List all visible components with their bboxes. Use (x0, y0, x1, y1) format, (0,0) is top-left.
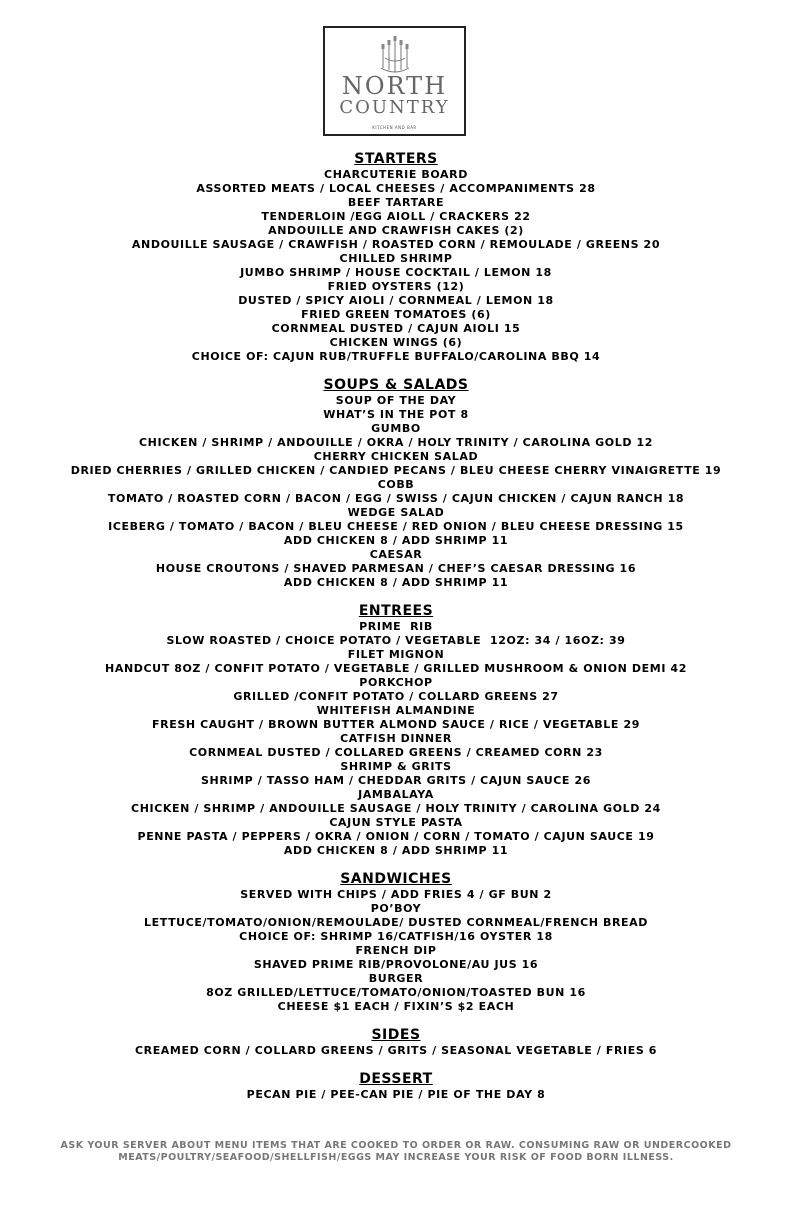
section-title: SANDWICHES (340, 871, 452, 887)
menu-item-name: CAJUN STYLE PASTA (329, 816, 463, 829)
disclaimer-line: MEATS/POULTRY/SEAFOOD/SHELLFISH/EGGS MAY INCREASE YOUR RISK OF FOOD BORN ILLNESS. (118, 1152, 674, 1163)
menu-item-description: HOUSE CROUTONS / SHAVED PARMESAN / CHEF’S CAESAR DRESSING 16 (155, 562, 637, 575)
logo-line-north: NORTH (341, 72, 448, 100)
menu-item-name: WEDGE SALAD (347, 506, 445, 519)
section-intro: CREAMED CORN / COLLARD GREENS / GRITS / SEASONAL VEGETABLE / FRIES 6 (134, 1044, 658, 1057)
section-intro: SERVED WITH CHIPS / ADD FRIES 4 / GF BUN 2 (240, 888, 552, 901)
menu-item-name: WHITEFISH ALMANDINE (316, 704, 476, 717)
menu-item-name: FRIED GREEN TOMATOES (6) (301, 308, 491, 321)
menu-section (0, 1027, 792, 1058)
menu-item-description: TENDERLOIN /EGG AIOLL / CRACKERS 22 (261, 210, 531, 223)
menu-item-name: CHERRY CHICKEN SALAD (313, 450, 479, 463)
menu-item-name: GUMBO (371, 422, 421, 435)
food-safety-disclaimer (0, 1140, 792, 1164)
disclaimer-line: ASK YOUR SERVER ABOUT MENU ITEMS THAT ARE COOKED TO ORDER OR RAW. CONSUMING RAW OR UNDERCOOKED (60, 1140, 732, 1151)
section-title: SOUPS & SALADS (323, 377, 469, 393)
menu-section (0, 1071, 792, 1102)
menu-item-name: PRIME RIB (359, 620, 433, 633)
menu-item-description: CHOICE OF: SHRIMP 16/CATFISH/16 OYSTER 18 (239, 930, 553, 943)
logo-line-country: COUNTRY (339, 97, 450, 118)
menu-item-name: PORKCHOP (359, 676, 433, 689)
menu-item-description: CORNMEAL DUSTED / CAJUN AIOLI 15 (271, 322, 521, 335)
menu-item-name: BURGER (368, 972, 424, 985)
menu-item-description: CHICKEN / SHRIMP / ANDOUILLE SAUSAGE / HOLY TRINITY / CAROLINA GOLD 24 (131, 802, 661, 815)
menu-section (0, 377, 792, 590)
menu-item-description: CHEESE $1 EACH / FIXIN’S $2 EACH (277, 1000, 515, 1013)
menu-item-description: CORNMEAL DUSTED / COLLARED GREENS / CREAMED CORN 23 (189, 746, 603, 759)
menu-item-name: CHICKEN WINGS (6) (329, 336, 463, 349)
menu-item-description: CHOICE OF: CAJUN RUB/TRUFFLE BUFFALO/CAROLINA BBQ 14 (191, 350, 601, 363)
menu-item-name: CAESAR (369, 548, 423, 561)
menu-item-description: SHAVED PRIME RIB/PROVOLONE/AU JUS 16 (253, 958, 539, 971)
section-title: STARTERS (354, 151, 438, 167)
section-title: DESSERT (359, 1071, 433, 1087)
menu-item-name: SHRIMP & GRITS (340, 760, 452, 773)
menu-item-description: CHICKEN / SHRIMP / ANDOUILLE / OKRA / HOLY TRINITY / CAROLINA GOLD 12 (139, 436, 653, 449)
menu-section (0, 151, 792, 364)
menu-item-description: 8OZ GRILLED/LETTUCE/TOMATO/ONION/TOASTED BUN 16 (206, 986, 586, 999)
menu-item-description: FRESH CAUGHT / BROWN BUTTER ALMOND SAUCE / RICE / VEGETABLE 29 (152, 718, 640, 731)
menu-item-name: FRENCH DIP (355, 944, 437, 957)
menu-item-description: HANDCUT 8OZ / CONFIT POTATO / VEGETABLE / GRILLED MUSHROOM & ONION DEMI 42 (105, 662, 687, 675)
menu-item-description: DRIED CHERRIES / GRILLED CHICKEN / CANDIED PECANS / BLEU CHEESE CHERRY VINAIGRETTE 19 (70, 464, 722, 477)
menu-item-name: FILET MIGNON (347, 648, 445, 661)
menu-item-description: TOMATO / ROASTED CORN / BACON / EGG / SWISS / CAJUN CHICKEN / CAJUN RANCH 18 (107, 492, 685, 505)
menu-item-description: ADD CHICKEN 8 / ADD SHRIMP 11 (283, 576, 509, 589)
menu-item-description: PENNE PASTA / PEPPERS / OKRA / ONION / CORN / TOMATO / CAJUN SAUCE 19 (137, 830, 655, 843)
menu-item-description: JUMBO SHRIMP / HOUSE COCKTAIL / LEMON 18 (240, 266, 552, 279)
menu-item-name: CATFISH DINNER (340, 732, 452, 745)
menu-item-name: ANDOUILLE AND CRAWFISH CAKES (2) (268, 224, 524, 237)
logo-tagline: KITCHEN AND BAR (372, 125, 417, 130)
menu-item-name: SOUP OF THE DAY (335, 394, 457, 407)
menu-item-description: WHAT’S IN THE POT 8 (323, 408, 469, 421)
menu-item-description: GRILLED /CONFIT POTATO / COLLARD GREENS 27 (233, 690, 559, 703)
menu-body (0, 151, 792, 1102)
menu-item-description: ADD CHICKEN 8 / ADD SHRIMP 11 (283, 534, 509, 547)
menu-item-description: SLOW ROASTED / CHOICE POTATO / VEGETABLE 12OZ: 34 / 16OZ: 39 (166, 634, 626, 647)
menu-item-name: PO’BOY (370, 902, 422, 915)
menu-item-description: ANDOUILLE SAUSAGE / CRAWFISH / ROASTED CORN / REMOULADE / GREENS 20 (131, 238, 661, 251)
menu-section (0, 603, 792, 858)
menu-section (0, 871, 792, 1014)
section-title: ENTREES (358, 603, 434, 619)
menu-item-name: CHILLED SHRIMP (339, 252, 453, 265)
menu-item-name: JAMBALAYA (358, 788, 434, 801)
section-intro: PECAN PIE / PEE-CAN PIE / PIE OF THE DAY 8 (246, 1088, 546, 1101)
menu-item-name: FRIED OYSTERS (12) (327, 280, 465, 293)
menu-item-description: SHRIMP / TASSO HAM / CHEDDAR GRITS / CAJUN SAUCE 26 (201, 774, 591, 787)
menu-item-name: BEEF TARTARE (347, 196, 445, 209)
menu-item-name: CHARCUTERIE BOARD (324, 168, 468, 181)
section-title: SIDES (371, 1027, 421, 1043)
menu-item-description: ICEBERG / TOMATO / BACON / BLEU CHEESE / RED ONION / BLEU CHEESE DRESSING 15 (108, 520, 684, 533)
restaurant-logo (323, 26, 466, 136)
menu-item-description: DUSTED / SPICY AIOLI / CORNMEAL / LEMON 18 (238, 294, 554, 307)
menu-item-name: COBB (377, 478, 415, 491)
menu-item-description: LETTUCE/TOMATO/ONION/REMOULADE/ DUSTED CORNMEAL/FRENCH BREAD (144, 916, 648, 929)
menu-item-description: ADD CHICKEN 8 / ADD SHRIMP 11 (283, 844, 509, 857)
menu-item-description: ASSORTED MEATS / LOCAL CHEESES / ACCOMPANIMENTS 28 (196, 182, 596, 195)
